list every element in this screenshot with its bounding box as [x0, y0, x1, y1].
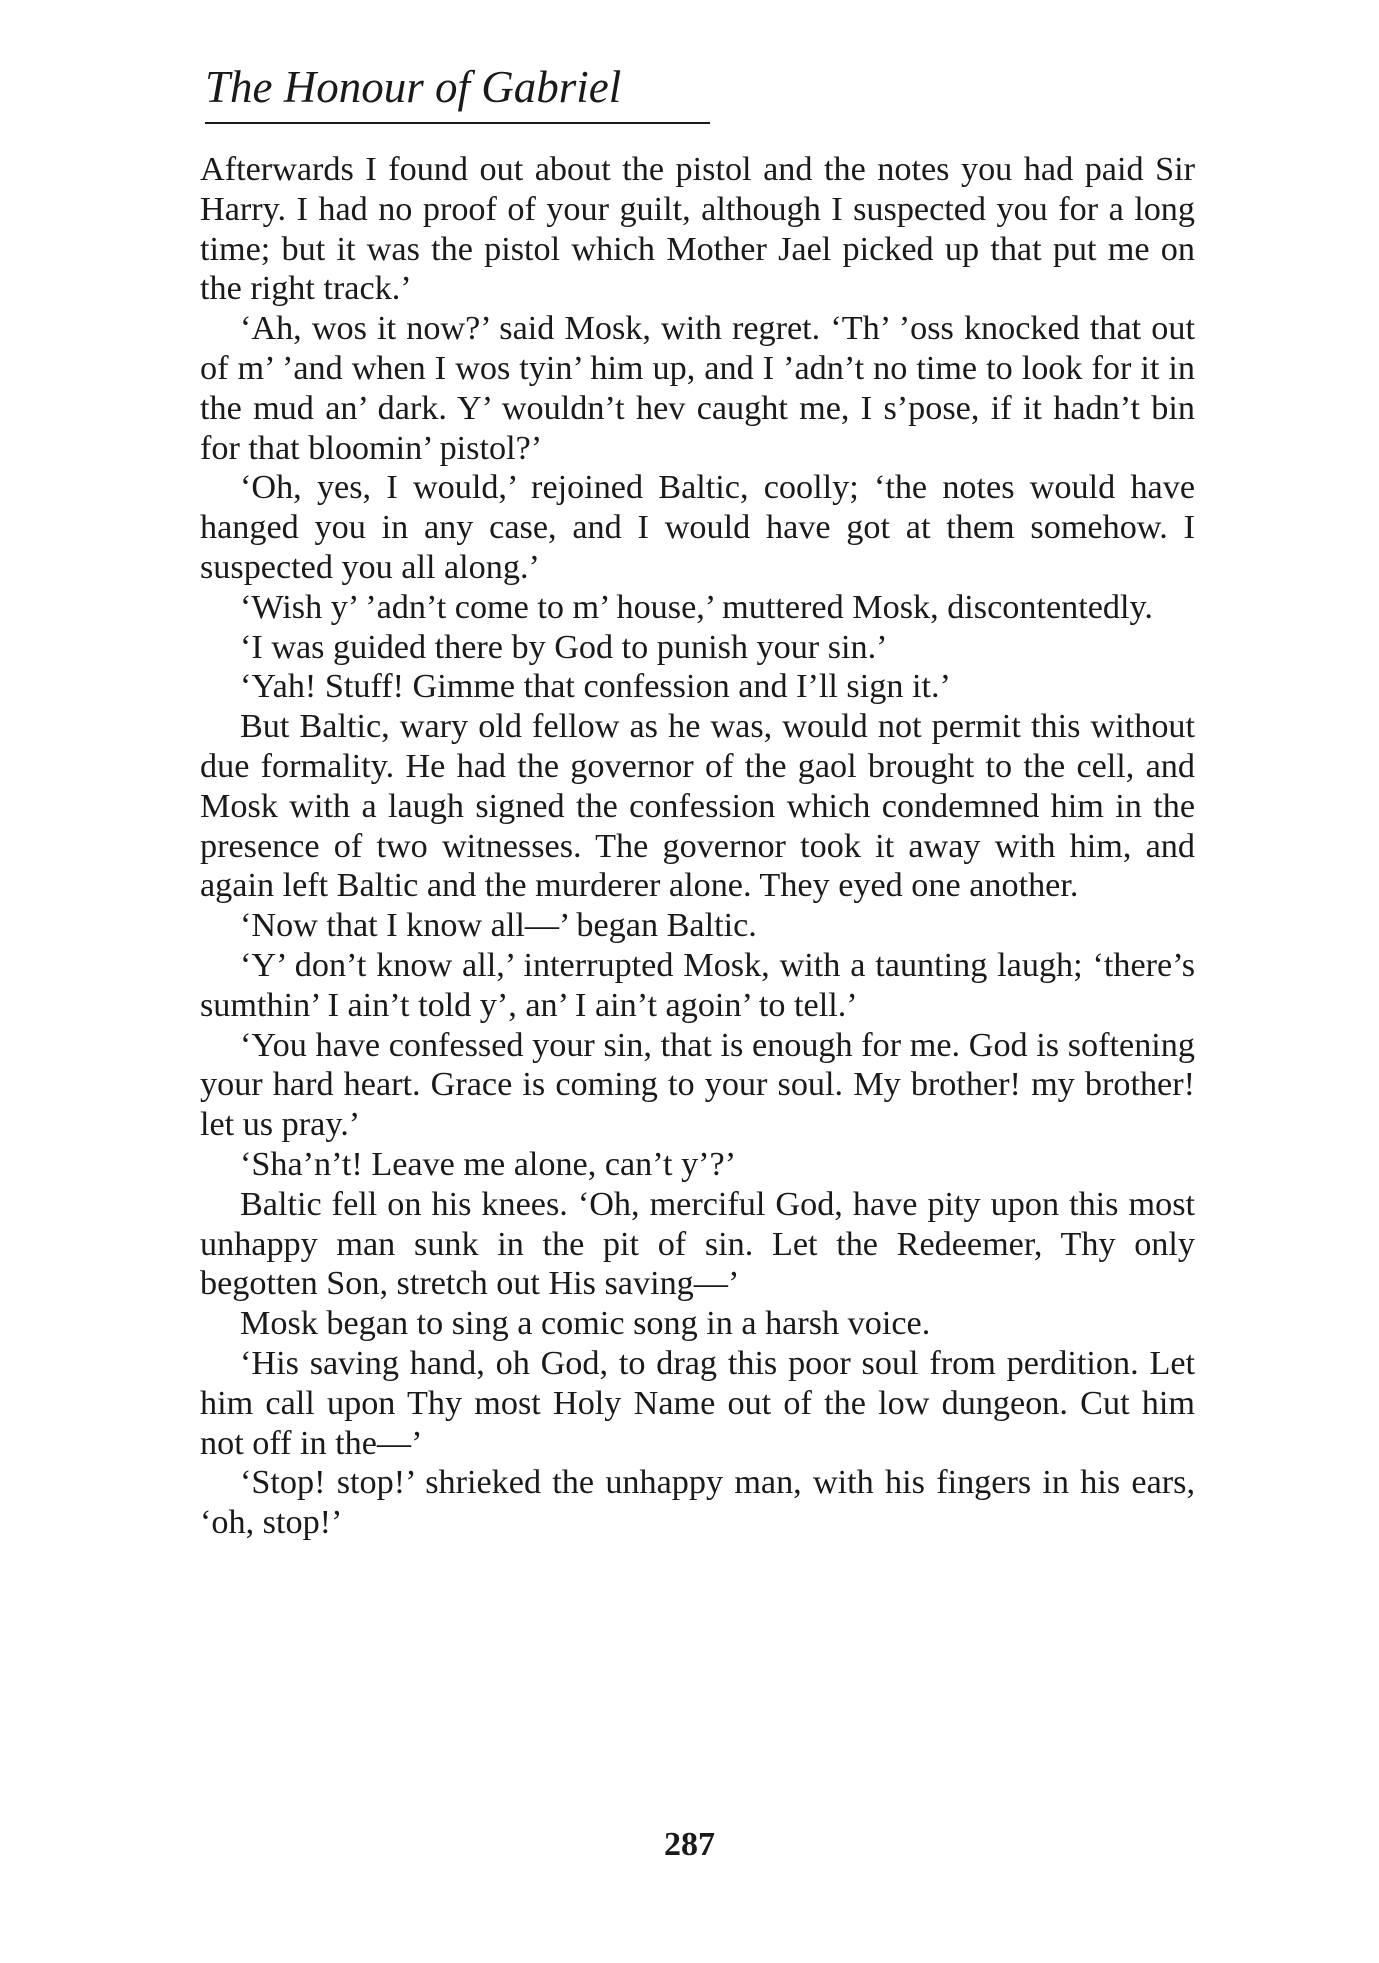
body-text: [200, 150, 1195, 1543]
paragraph: ‘You have confessed your sin, that is enough for me. God is softening your hard heart. Grace is coming to your soul. My brother! my brother! let us pray.’: [200, 1026, 1195, 1144]
paragraph: ‘Now that I know all—’ began Baltic.: [240, 907, 757, 945]
running-head: The Honour of Gabriel: [205, 60, 710, 124]
page-number: 287: [664, 1826, 715, 1863]
book-page: [200, 60, 1195, 1543]
paragraph: ‘Ah, wos it now?’ said Mosk, with regret. ‘Th’ ’oss knocked that out of m’ ’and when I wos tyin’ him up, and I ’adn’t no time to look for it in the mud an’ dark. Y’ wouldn’t hev caught me, I s’pose, if it hadn’t bin for that bloomin’ pistol?’: [200, 310, 1195, 467]
paragraph: But Baltic, wary old fellow as he was, would not permit this without due formality. He had the governor of the gaol brought to the cell, and Mosk with a laugh signed the confession which condemned him in the presence of two witnesses. The governor took it away with him, and again left Baltic and the murderer alone. They eyed one another.: [200, 708, 1195, 905]
paragraph: ‘His saving hand, oh God, to drag this poor soul from perdition. Let him call upon Thy most Holy Name out of the low dungeon. Cut him not off in the—’: [200, 1344, 1195, 1462]
paragraph: Mosk began to sing a comic song in a harsh voice.: [240, 1305, 931, 1343]
paragraph: ‘Y’ don’t know all,’ interrupted Mosk, with a taunting laugh; ‘there’s sumthin’ I ain’t told y’, an’ I ain’t agoin’ to tell.’: [200, 946, 1195, 1024]
paragraph: ‘I was guided there by God to punish your sin.’: [240, 628, 888, 666]
paragraph: ‘Stop! stop!’ shrieked the unhappy man, with his fingers in his ears, ‘oh, stop!’: [200, 1464, 1195, 1542]
paragraph: ‘Oh, yes, I would,’ rejoined Baltic, coolly; ‘the notes would have hanged you in any case, and I would have got at them somehow. I suspected you all along.’: [200, 469, 1195, 586]
paragraph: ‘Wish y’ ’adn’t come to m’ house,’ muttered Mosk, discontentedly.: [240, 588, 1153, 626]
paragraph: ‘Yah! Stuff! Gimme that confession and I’ll sign it.’: [240, 668, 951, 706]
paragraph: Baltic fell on his knees. ‘Oh, merciful God, have pity upon this most unhappy man sunk in the pit of sin. Let the Redeemer, Thy only begotten Son, stretch out His saving—’: [200, 1185, 1195, 1303]
paragraph: ‘Sha’n’t! Leave me alone, can’t y’?’: [240, 1145, 737, 1183]
paragraph: Afterwards I found out about the pistol and the notes you had paid Sir Harry. I had no proof of your guilt, although I suspected you for a long time; but it was the pistol which Mother Jael picked up that put me on the right track.’: [200, 151, 1195, 308]
